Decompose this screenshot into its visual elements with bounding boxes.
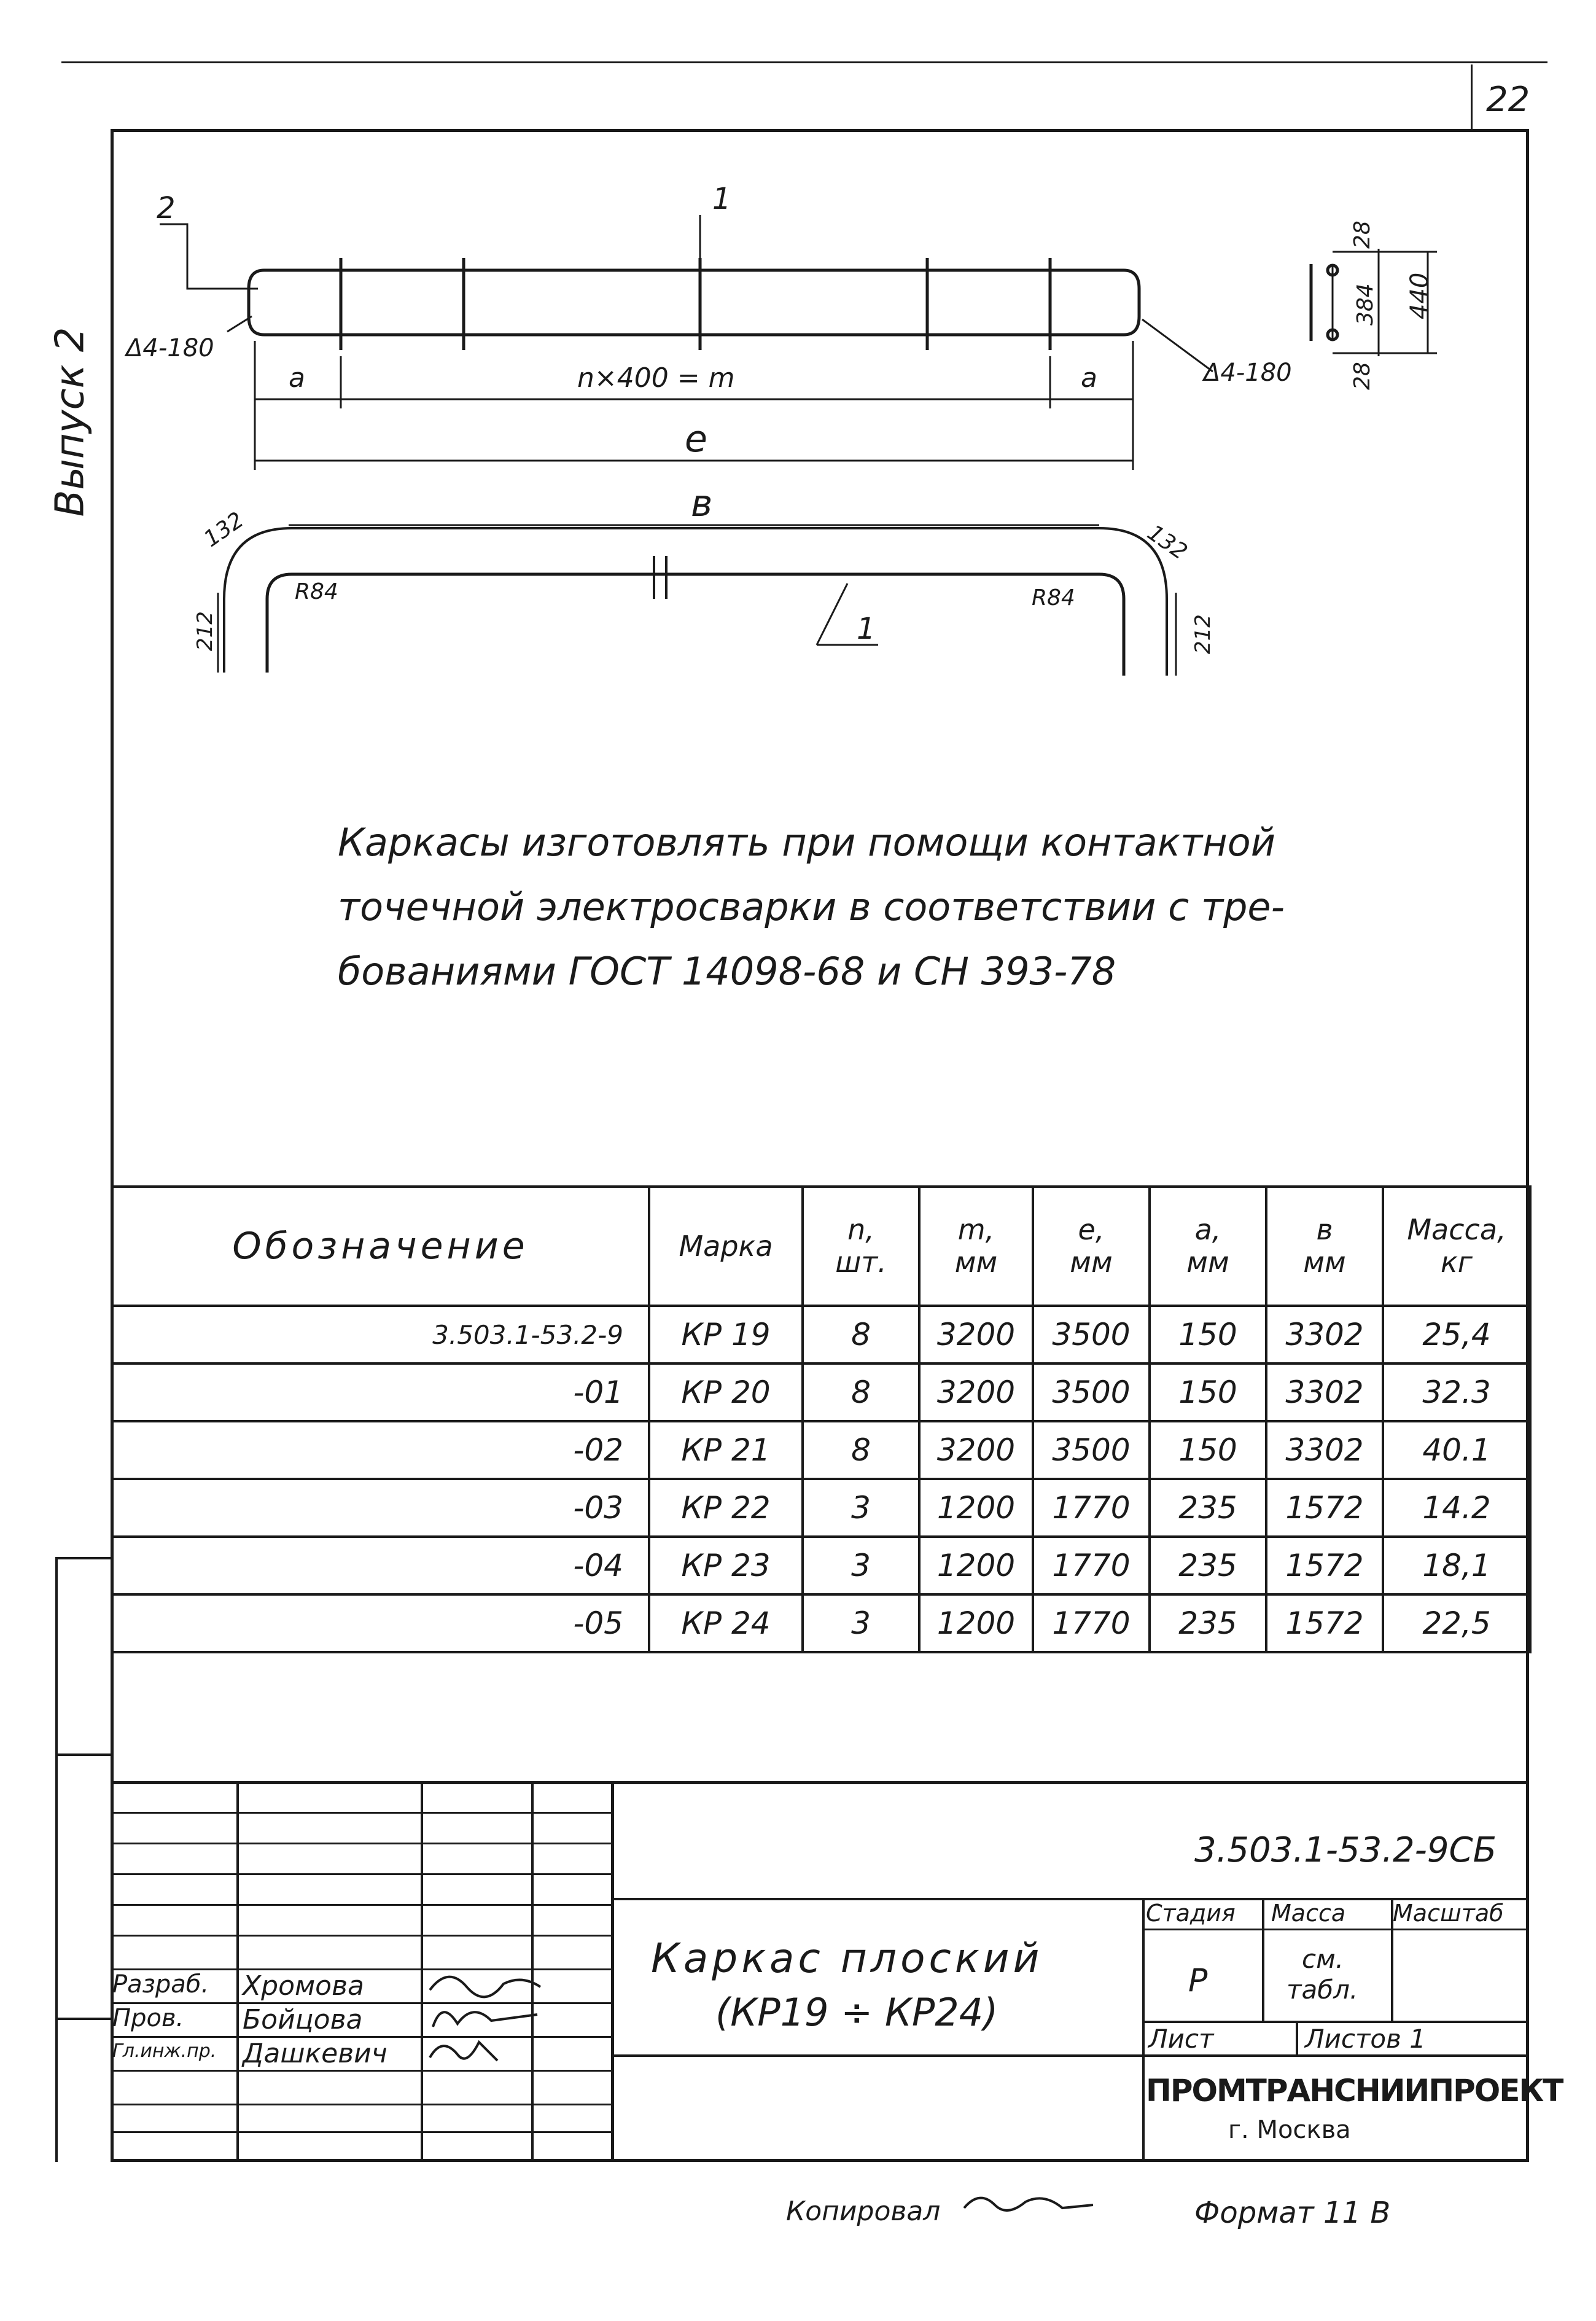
leg-212-left: 212 — [193, 611, 217, 651]
tb-row-2 — [111, 1843, 611, 1844]
header-mass-label: Масса, — [1407, 1213, 1506, 1247]
row-a: 150 — [1150, 1363, 1266, 1421]
row-designation: -03 — [112, 1479, 649, 1537]
row-mark: КР 23 — [649, 1537, 803, 1594]
tb-top-line — [111, 1781, 1529, 1784]
row-designation: -04 — [112, 1537, 649, 1594]
copied-label: Копировал — [786, 2196, 941, 2227]
row-e: 1770 — [1033, 1594, 1150, 1652]
title-line-2: (КР19 ÷ КР24) — [715, 1990, 998, 2035]
name-checker: Бойцова — [243, 2004, 363, 2035]
row-mark: КР 24 — [649, 1594, 803, 1652]
tb-mass-col — [1262, 1898, 1264, 2021]
row-mark: КР 19 — [649, 1306, 803, 1363]
row-mass: 32.3 — [1383, 1363, 1530, 1421]
weld-left-label: Δ4-180 — [126, 334, 214, 362]
bar-end-right — [1124, 270, 1139, 335]
table-row — [112, 1594, 1530, 1652]
margin-strip-line-2 — [55, 1753, 112, 1756]
signature-copier — [958, 2186, 1099, 2223]
dim-total: e — [685, 418, 707, 461]
header-m — [919, 1187, 1033, 1306]
header-mass-unit: кг — [1441, 1246, 1473, 1279]
header-n — [803, 1187, 919, 1306]
header-b — [1266, 1187, 1383, 1306]
row-mark: КР 21 — [649, 1421, 803, 1479]
issue-label: Выпуск 2 — [47, 327, 93, 517]
row-designation: -05 — [112, 1594, 649, 1652]
role-developer: Разраб. — [112, 1970, 209, 1999]
bend-132-left: 132 — [199, 507, 249, 552]
row-e: 1770 — [1033, 1537, 1150, 1594]
row-n: 3 — [803, 1537, 919, 1594]
header-e-unit: мм — [1070, 1246, 1113, 1279]
header-a-unit: мм — [1186, 1246, 1229, 1279]
section-28-top: 28 — [1350, 220, 1375, 249]
row-e: 3500 — [1033, 1306, 1150, 1363]
row-designation: -02 — [112, 1421, 649, 1479]
doc-code: 3.503.1-53.2-9СБ — [1194, 1830, 1497, 1870]
tb-stage-col — [1142, 1898, 1145, 2162]
bend-132-right: 132 — [1142, 520, 1192, 565]
section-28-bottom: 28 — [1350, 362, 1375, 390]
table-row — [112, 1363, 1530, 1421]
row-designation: 3.503.1-53.2-9 — [112, 1306, 649, 1363]
header-b-unit: мм — [1303, 1246, 1346, 1279]
tb-row-5 — [111, 1935, 611, 1937]
row-mass: 14.2 — [1383, 1479, 1530, 1537]
stage-value: Р — [1188, 1962, 1208, 1999]
sheet-number: 22 — [1486, 80, 1530, 120]
row-b: 1572 — [1266, 1594, 1383, 1652]
leader-weld-right — [1142, 319, 1213, 372]
bar-length: в — [691, 482, 713, 525]
row-b: 3302 — [1266, 1421, 1383, 1479]
row-mark: КР 20 — [649, 1363, 803, 1421]
leader-callout-2 — [160, 224, 258, 289]
radius-left: R84 — [295, 579, 338, 604]
note-line-1: Каркасы изготовлять при помощи контактной — [338, 820, 1276, 865]
row-e: 3500 — [1033, 1421, 1150, 1479]
tb-col-4 — [611, 1781, 614, 2162]
row-m: 3200 — [919, 1306, 1033, 1363]
radius-right: R84 — [1032, 585, 1075, 610]
bent-bar-outer-left — [224, 528, 292, 673]
section-440: 440 — [1406, 272, 1434, 319]
margin-strip-left — [55, 1557, 58, 2162]
row-n: 8 — [803, 1421, 919, 1479]
header-a-label: a, — [1194, 1213, 1221, 1247]
weld-right-label: Δ4-180 — [1204, 359, 1292, 387]
stage-label: Стадия — [1146, 1900, 1236, 1927]
mass-label: Масса — [1271, 1900, 1346, 1927]
callout-2: 2 — [157, 191, 176, 225]
note-line-2: точечной электросварки в соответствии с тре- — [338, 884, 1285, 929]
spec-table — [111, 1185, 1532, 1653]
tb-row-9 — [111, 2070, 611, 2072]
role-chief-engineer: Гл.инж.пр. — [112, 2040, 217, 2062]
row-e: 3500 — [1033, 1363, 1150, 1421]
row-m: 1200 — [919, 1594, 1033, 1652]
header-b-label: в — [1316, 1213, 1333, 1247]
margin-strip-line-3 — [55, 2018, 112, 2020]
tb-stage-header-line — [1142, 1929, 1529, 1930]
header-e — [1033, 1187, 1150, 1306]
bar-position-label: 1 — [857, 612, 876, 646]
row-a: 150 — [1150, 1421, 1266, 1479]
table-row — [112, 1537, 1530, 1594]
tb-row-4 — [111, 1904, 611, 1906]
dim-a-left: a — [289, 362, 305, 394]
table-row — [112, 1421, 1530, 1479]
row-mass: 22,5 — [1383, 1594, 1530, 1652]
header-n-unit: шт. — [835, 1246, 887, 1279]
header-a — [1150, 1187, 1266, 1306]
row-e: 1770 — [1033, 1479, 1150, 1537]
title-line-1: Каркас плоский — [651, 1935, 1043, 1982]
header-e-label: e, — [1078, 1213, 1105, 1247]
tb-row-1 — [111, 1812, 611, 1814]
row-n: 3 — [803, 1594, 919, 1652]
table-row — [112, 1479, 1530, 1537]
format-label: Формат 11 В — [1194, 2196, 1391, 2230]
name-developer: Хромова — [243, 1970, 364, 2002]
header-designation: Обозначение — [112, 1187, 649, 1306]
row-b: 1572 — [1266, 1537, 1383, 1594]
header-n-label: n, — [847, 1213, 874, 1247]
row-mass: 40.1 — [1383, 1421, 1530, 1479]
header-mass — [1383, 1187, 1530, 1306]
row-n: 8 — [803, 1306, 919, 1363]
row-a: 150 — [1150, 1306, 1266, 1363]
row-designation: -01 — [112, 1363, 649, 1421]
sheets-label: Листов 1 — [1305, 2024, 1426, 2054]
header-mark: Марка — [649, 1187, 803, 1306]
row-m: 3200 — [919, 1363, 1033, 1421]
row-mass: 18,1 — [1383, 1537, 1530, 1594]
tb-sheets-col — [1296, 2021, 1298, 2056]
scale-label: Масштаб — [1393, 1900, 1504, 1927]
section-384: 384 — [1353, 283, 1378, 326]
row-n: 8 — [803, 1363, 919, 1421]
org-name: ПРОМТРАНСНИИПРОЕКТ — [1146, 2073, 1563, 2108]
row-n: 3 — [803, 1479, 919, 1537]
margin-strip-line-1 — [55, 1557, 112, 1559]
row-m: 1200 — [919, 1479, 1033, 1537]
row-b: 1572 — [1266, 1479, 1383, 1537]
row-b: 3302 — [1266, 1306, 1383, 1363]
row-mass: 25,4 — [1383, 1306, 1530, 1363]
row-a: 235 — [1150, 1537, 1266, 1594]
tb-sheet-bottom-line — [1142, 2054, 1529, 2057]
tb-sheet-top-line — [1142, 2021, 1529, 2023]
spec-header-row — [112, 1187, 1530, 1306]
bar-end-left — [249, 270, 264, 335]
row-b: 3302 — [1266, 1363, 1383, 1421]
table-row — [112, 1306, 1530, 1363]
tb-row-10 — [111, 2104, 611, 2105]
leg-212-right: 212 — [1191, 614, 1215, 654]
tb-row-11 — [111, 2131, 611, 2133]
row-m: 3200 — [919, 1421, 1033, 1479]
note-line-3: бованиями ГОСТ 14098-68 и СН 393-78 — [338, 949, 1116, 994]
dim-spacing: n×400 = m — [577, 362, 735, 394]
role-checker: Пров. — [112, 2004, 184, 2032]
row-a: 235 — [1150, 1594, 1266, 1652]
bent-bar — [267, 574, 1124, 676]
sheet-label: Лист — [1148, 2024, 1214, 2054]
header-m-label: m, — [957, 1213, 995, 1247]
mass-value-2: табл. — [1287, 1975, 1358, 2005]
row-a: 235 — [1150, 1479, 1266, 1537]
callout-1: 1 — [712, 182, 731, 216]
mass-value-1: см. — [1302, 1944, 1344, 1974]
dim-a-right: a — [1081, 362, 1097, 394]
tb-row-3 — [111, 1873, 611, 1875]
signature-chief-engineer — [424, 2030, 510, 2073]
leader-bar-position — [817, 583, 847, 645]
header-m-unit: мм — [954, 1246, 998, 1279]
org-city: г. Москва — [1228, 2116, 1351, 2144]
row-mark: КР 22 — [649, 1479, 803, 1537]
name-chief-engineer: Дашкевич — [243, 2038, 387, 2069]
row-m: 1200 — [919, 1537, 1033, 1594]
